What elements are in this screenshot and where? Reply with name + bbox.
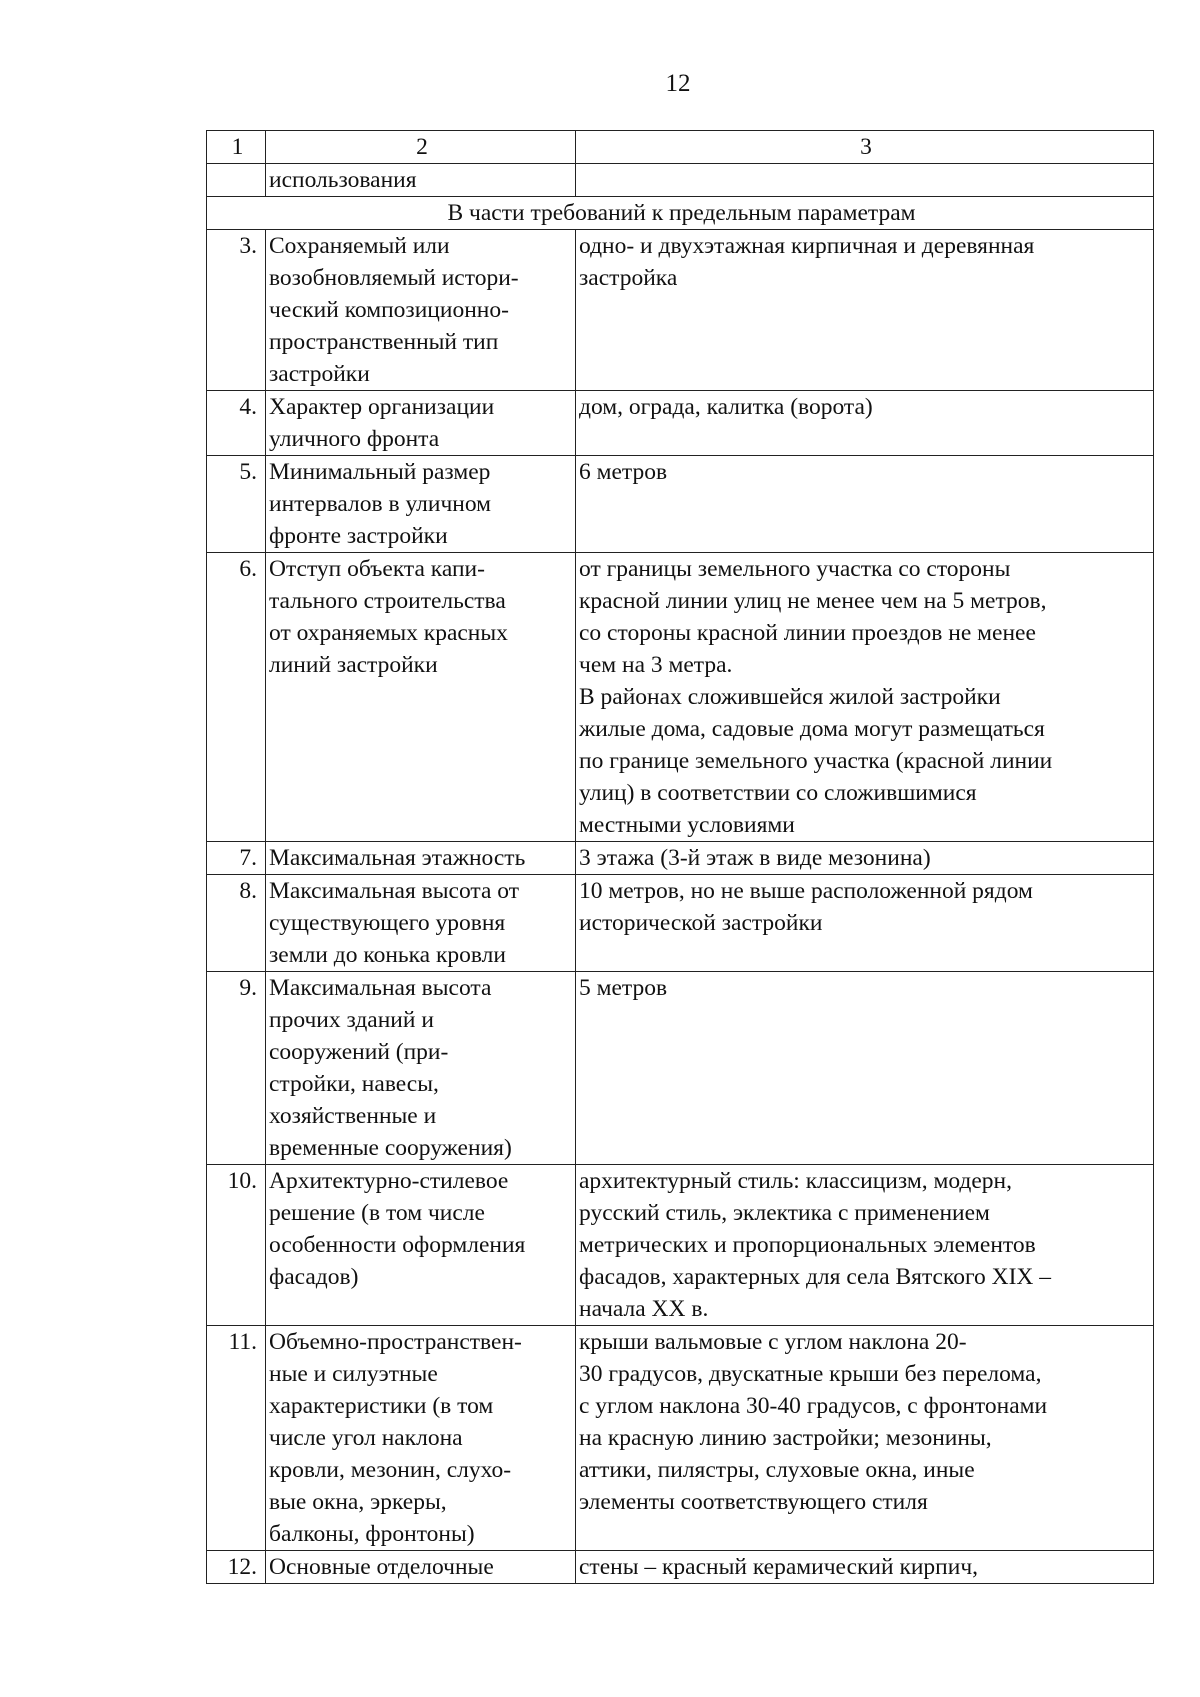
row-name-line: вые окна, эркеры, [269,1489,447,1515]
row-value-line: дом, ограда, калитка (ворота) [579,394,873,420]
row-name-line: земли до конька кровли [269,942,506,968]
row-value-line: чем на 3 метра. [579,652,733,678]
row-name-line: сооружений (при- [269,1039,449,1065]
row-name-line: числе угол наклона [269,1425,463,1451]
row-name [266,1551,576,1584]
row-name-line: прочих зданий и [269,1007,434,1033]
row-name: использования [266,164,576,197]
row-number: 4. [207,391,266,456]
row-name-line: застройки [269,361,370,387]
row-value-line: метрических и пропорциональных элементов [579,1232,1036,1258]
requirements-table [206,130,1154,1584]
row-value-line: 6 метров [579,459,668,485]
row-name-line: балконы, фронтоны) [269,1521,475,1547]
row-name [266,553,576,842]
row-name-line: фасадов) [269,1264,359,1290]
row-name-line: существующего уровня [269,910,506,936]
row-name-line: возобновляемый истори- [269,265,519,291]
row-name-line: Максимальная высота от [269,878,519,904]
row-number: 12. [207,1551,266,1584]
row-value [576,553,1154,842]
row-name-line: от охраняемых красных [269,620,508,646]
row-name-line: Сохраняемый или [269,233,450,259]
page-number: 12 [665,70,691,97]
row-value [576,875,1154,972]
row-name-line: характеристики (в том [269,1393,494,1419]
row-name-line: решение (в том числе [269,1200,485,1226]
row-name-line: интервалов в уличном [269,491,492,517]
table-row [207,1165,1154,1326]
row-name [266,972,576,1165]
row-name-line: Минимальный размер [269,459,491,485]
row-value-line: с углом наклона 30-40 градусов, с фронтонами [579,1393,1048,1419]
row-value-line: 10 метров, но не выше расположенной рядом [579,878,1033,904]
row-value-line: красной линии улиц не менее чем на 5 метров, [579,588,1047,614]
table-row [207,842,1154,875]
row-value-line: аттики, пилястры, слуховые окна, иные [579,1457,975,1483]
row-number: 3. [207,230,266,391]
row-value [576,1165,1154,1326]
section-title: В части требований к предельным параметрам [207,197,1154,230]
row-name-line: ческий композиционно- [269,297,509,323]
row-name-line: фронте застройки [269,523,448,549]
row-value-line: застройка [579,265,678,291]
row-number [207,164,266,197]
row-name [266,875,576,972]
row-name-line: Архитектурно-стилевое [269,1168,509,1194]
row-value-line: жилые дома, садовые дома могут размещаться [579,716,1045,742]
row-number: 10. [207,1165,266,1326]
table-row [207,875,1154,972]
row-name-line: хозяйственные и [269,1103,437,1129]
row-value-line: от границы земельного участка со стороны [579,556,1011,582]
row-name-line: Объемно-пространствен- [269,1329,522,1355]
row-value [576,391,1154,456]
table-row [207,230,1154,391]
row-value-line: местными условиями [579,812,795,838]
row-value-line: архитектурный стиль: классицизм, модерн, [579,1168,1012,1194]
table-row [207,972,1154,1165]
row-value [576,972,1154,1165]
row-name [266,391,576,456]
row-value-line: 5 метров [579,975,668,1001]
row-value-line: В районах сложившейся жилой застройки [579,684,1001,710]
row-value-line: улиц) в соответствии со сложившимися [579,780,977,806]
row-value-line: на красную линию застройки; мезонины, [579,1425,992,1451]
row-name [266,1326,576,1551]
row-number: 9. [207,972,266,1165]
row-number: 8. [207,875,266,972]
row-value [576,842,1154,875]
row-value-line: русский стиль, эклектика с применением [579,1200,990,1226]
row-name-line: Основные отделочные [269,1554,494,1580]
row-value [576,1326,1154,1551]
table-row [207,456,1154,553]
continued-row [207,164,1154,197]
row-name [266,1165,576,1326]
row-value [576,1551,1154,1584]
row-name [266,842,576,875]
row-value-line: по границе земельного участка (красной линии [579,748,1053,774]
row-name-line: тального строительства [269,588,506,614]
row-value-line: одно- и двухэтажная кирпичная и деревянная [579,233,1035,259]
table-row [207,1551,1154,1584]
row-name-line: Характер организации [269,394,495,420]
row-name-line: линий застройки [269,652,438,678]
header-cell: 1 [207,131,266,164]
header-row [207,131,1154,164]
row-value-line: начала XX в. [579,1296,709,1322]
row-name [266,230,576,391]
row-name-line: временные сооружения) [269,1135,512,1161]
row-value [576,164,1154,197]
row-value-line: элементы соответствующего стиля [579,1489,928,1515]
row-value-line: исторической застройки [579,910,823,936]
header-cell: 2 [266,131,576,164]
row-name-line: Максимальная этажность [269,845,526,871]
row-value-line: стены – красный керамический кирпич, [579,1554,979,1580]
row-name-line: уличного фронта [269,426,440,452]
row-value [576,456,1154,553]
row-name-line: стройки, навесы, [269,1071,439,1097]
row-value-line: фасадов, характерных для села Вятского XIX – [579,1264,1052,1290]
table-row [207,1326,1154,1551]
row-value-line: со стороны красной линии проездов не менее [579,620,1036,646]
section-title-row [207,197,1154,230]
row-name-line: Максимальная высота [269,975,492,1001]
row-name-line: ные и силуэтные [269,1361,438,1387]
header-cell: 3 [576,131,1154,164]
row-number: 7. [207,842,266,875]
table-row [207,553,1154,842]
row-name-line: кровли, мезонин, слухо- [269,1457,512,1483]
row-name-line: пространственный тип [269,329,499,355]
row-value [576,230,1154,391]
row-number: 11. [207,1326,266,1551]
row-number: 5. [207,456,266,553]
row-number: 6. [207,553,266,842]
table-row [207,391,1154,456]
row-name [266,456,576,553]
row-name-line: Отступ объекта капи- [269,556,485,582]
row-value-line: 3 этажа (3-й этаж в виде мезонина) [579,845,931,871]
row-value-line: крыши вальмовые с углом наклона 20- [579,1329,967,1355]
row-value-line: 30 градусов, двускатные крыши без перелома, [579,1361,1042,1387]
row-name-line: особенности оформления [269,1232,526,1258]
